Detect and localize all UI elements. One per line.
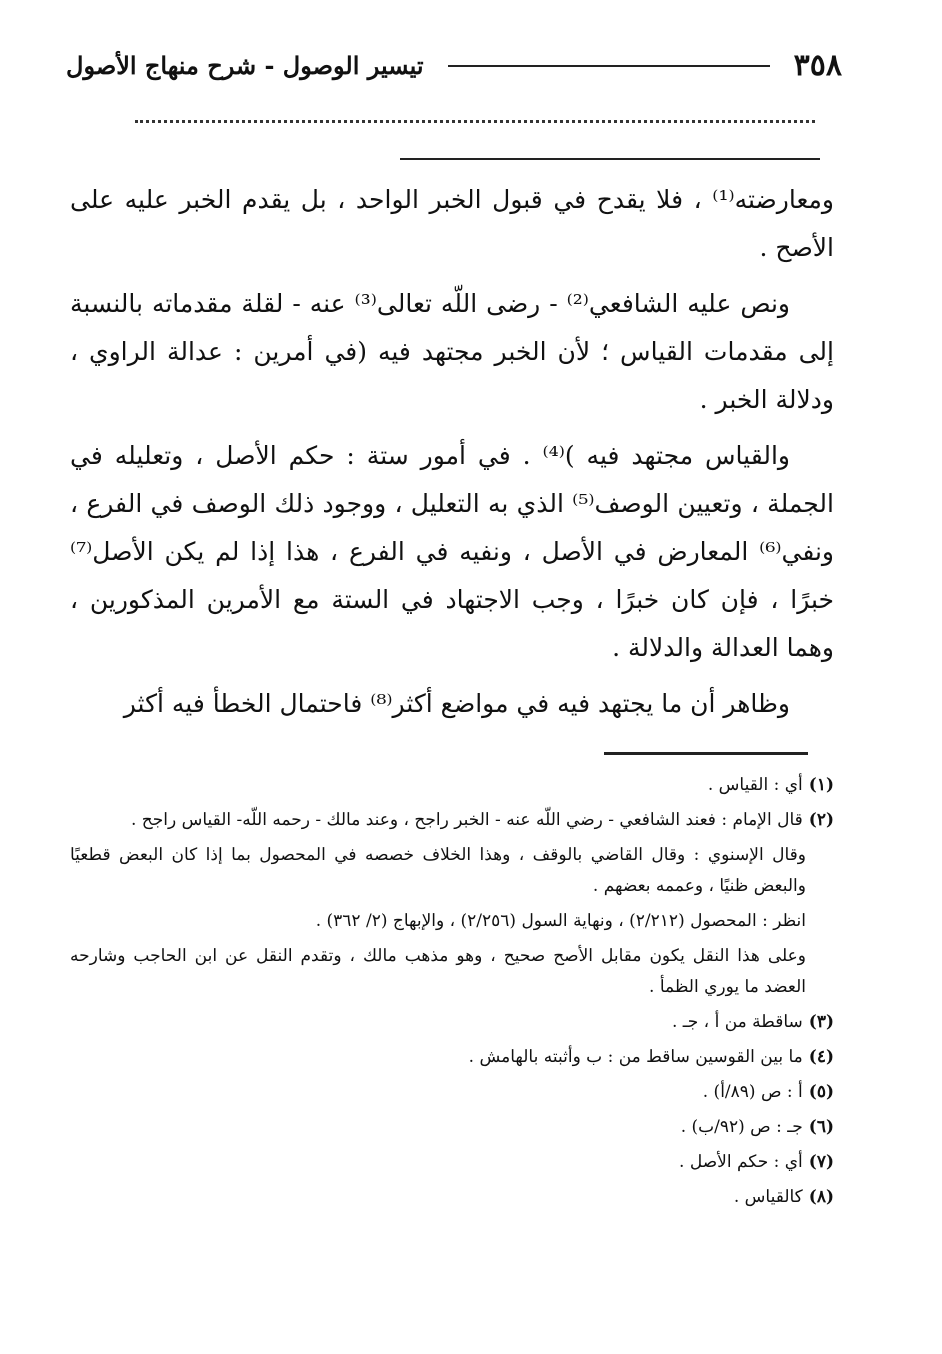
footnote-3: [70, 1007, 834, 1038]
footnote-text: قال الإمام : فعند الشافعي - رضي اللّه عنه - الخبر راجح ، وعند مالك - رحمه اللّه- القياس راجح .: [130, 810, 803, 830]
footnote-5: [70, 1077, 834, 1108]
footnote-2-continuation: وقال الإسنوي : وقال القاضي بالوقف ، وهذا الخلاف خصصه في المحصول بما إذا كان البعض قطعيًا والبعض ظنيًا ، وعممه بعضهم .: [70, 845, 806, 896]
footnote-text: أي : حكم الأصل .: [679, 1152, 803, 1172]
footnote-7: [70, 1147, 834, 1178]
footnote-text: أ : ص (٨٩/أ) .: [702, 1082, 803, 1102]
body-text: [70, 176, 834, 736]
footnote-6: [70, 1112, 834, 1143]
footnote-number: (٨): [808, 1187, 834, 1207]
footnote-1: [70, 770, 834, 801]
page-number: ٣٥٨: [793, 48, 842, 83]
paragraph-1: ومعارضته⁽¹⁾ ، فلا يقدح في قبول الخبر الواحد ، بل يقدم الخبر عليه على الأصح .: [70, 185, 834, 262]
paragraph-3: والقياس مجتهد فيه )⁽⁴⁾ . في أمور ستة : حكم الأصل ، وتعليله في الجملة ، وتعيين الوصف⁽⁵⁾ الذي به التعليل ، ووجود ذلك الوصف في الفرع ، ونفي⁽⁶⁾ المعارض في الأصل ، ونفيه في الفرع ، هذا إذا لم يكن الأصل⁽⁷⁾ خبرًا ، فإن كان خبرًا ، وجب الاجتهاد في الستة مع الأمرين المذكورين ، وهما العدالة والدلالة .: [70, 441, 834, 662]
footnote-number: (٧): [808, 1152, 834, 1172]
section-rule: [400, 158, 820, 160]
footnote-number: (٥): [808, 1082, 834, 1102]
footnote-2: [70, 805, 834, 836]
page-header: [66, 48, 842, 83]
footnote-2-references: انظر : المحصول (٢/٢١٢) ، ونهاية السول (٢/٢٥٦) ، والإبهاج (٢/ ٣٦٢) .: [315, 911, 806, 931]
footnote-8: [70, 1182, 834, 1213]
footnote-text: ساقطة من أ ، جـ .: [671, 1012, 803, 1032]
running-title: تيسير الوصول - شرح منهاج الأصول: [66, 51, 424, 80]
paragraph-4: وظاهر أن ما يجتهد فيه في مواضع أكثر⁽⁸⁾ فاحتمال الخطأ فيه أكثر: [123, 689, 790, 718]
footnote-rule: [604, 752, 808, 755]
footnote-text: أي : القياس .: [707, 775, 803, 795]
footnotes: [70, 770, 834, 1217]
footnote-text: ما بين القوسين ساقط من : ب وأثبته بالهامش .: [468, 1047, 803, 1067]
footnote-4: [70, 1042, 834, 1073]
footnote-2-note: وعلى هذا النقل يكون مقابل الأصح صحيح ، وهو مذهب مالك ، وتقدم النقل عن ابن الحاجب وشارحه العضد ما يوري الظمأ .: [70, 946, 806, 997]
paragraph-2: ونص عليه الشافعي⁽²⁾ - رضى اللّه تعالى⁽³⁾ عنه - لقلة مقدماته بالنسبة إلى مقدمات القياس ؛ لأن الخبر مجتهد فيه (في أمرين : عدالة الراوي ، ودلالة الخبر .: [70, 289, 834, 414]
footnote-text: كالقياس .: [733, 1187, 803, 1207]
footnote-number: (٤): [808, 1047, 834, 1067]
footnote-number: (٣): [808, 1012, 834, 1032]
footnote-number: (٢): [808, 810, 834, 830]
footnote-text: جـ : ص (٩٢/ب) .: [680, 1117, 803, 1137]
footnote-number: (٦): [808, 1117, 834, 1137]
dotted-separator: [135, 120, 815, 123]
header-rule: [448, 65, 770, 67]
footnote-number: (١): [808, 775, 834, 795]
